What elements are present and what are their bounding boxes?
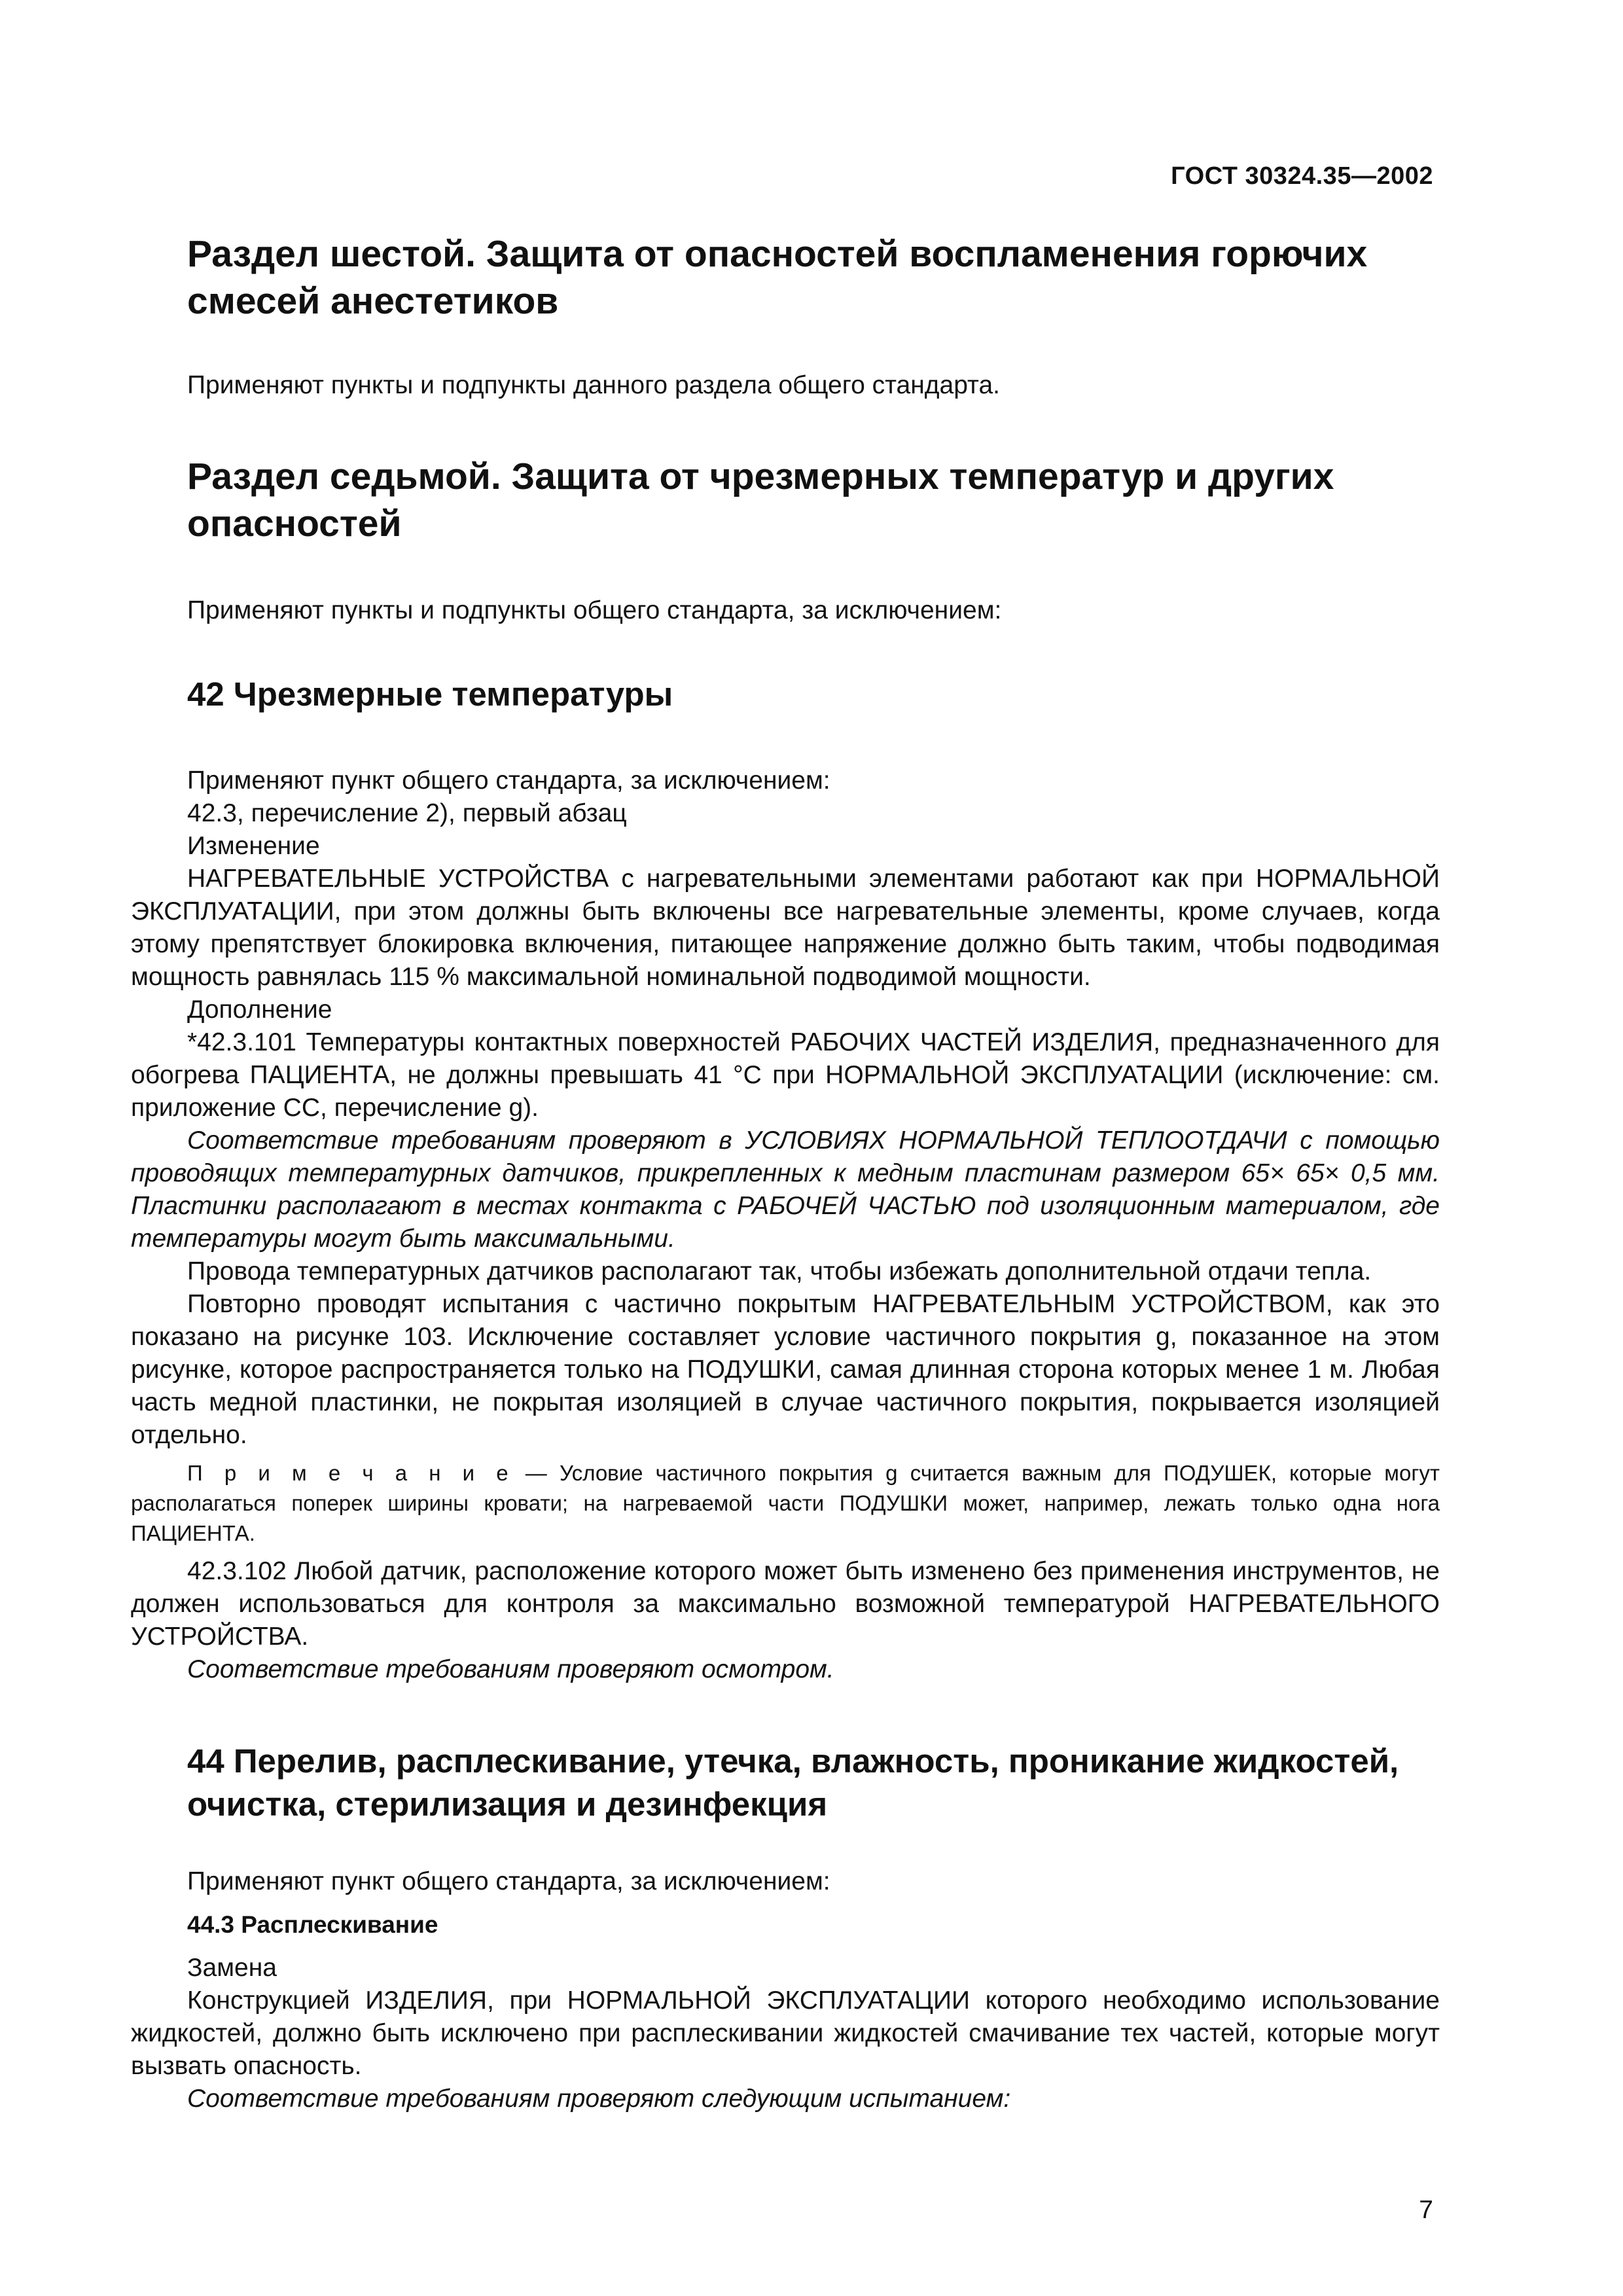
subclause-44-3-title: 44.3 Расплескивание — [187, 1911, 438, 1938]
section-7-title-line1: Раздел седьмой. Защита от чрезмерных температур и других — [187, 456, 1334, 497]
addition-label: Дополнение — [187, 996, 332, 1024]
clause-42-reference: 42.3, перечисление 2), первый абзац — [187, 799, 627, 827]
change-text: НАГРЕВАТЕЛЬНЫЕ УСТРОЙСТВА с нагревательными элементами работают как при НОРМАЛЬНОЙ ЭКСПЛУАТАЦИИ, при этом должны быть включены все нагревательные элементы, кроме случаев, когда этому препятствует блокировка включения, питающее напряжение должно быть таким, чтобы подводимая мощность равнялась 115 % максимальной номинальной подводимой мощности. — [131, 865, 1440, 991]
clause-42-3-102-check: Соответствие требованиям проверяют осмотром. — [187, 1655, 834, 1683]
clause-42-3-101-check: Соответствие требованиям проверяют в УСЛОВИЯХ НОРМАЛЬНОЙ ТЕПЛООТДАЧИ с помощью проводящих температурных датчиков, прикрепленных к медным пластинам размером 65× 65× 0,5 мм. Пластинки располагают в местах контакта с РАБОЧЕЙ ЧАСТЬЮ под изоляционным материалом, где температуры могут быть максимальными. — [131, 1126, 1440, 1253]
section-7-title-line2: опасностей — [187, 503, 402, 545]
note — [131, 1458, 1440, 1549]
clause-44-title — [187, 1740, 1440, 1826]
replace-text: Конструкцией ИЗДЕЛИЯ, при НОРМАЛЬНОЙ ЭКСПЛУАТАЦИИ которого необходимо использование жидкостей, должно быть исключено при расплескивании жидкостей смачивание тех частей, которые могут вызвать опасность. — [131, 1986, 1440, 2080]
section-7-text: Применяют пункты и подпункты общего стандарта, за исключением: — [187, 596, 1002, 624]
clause-44-title-line1: 44 Перелив, расплескивание, утечка, влажность, проникание жидкостей, — [187, 1742, 1399, 1780]
clause-42-3-101: *42.3.101 Температуры контактных поверхностей РАБОЧИХ ЧАСТЕЙ ИЗДЕЛИЯ, предназначенного для обогрева ПАЦИЕНТА, не должны превышать 41 °С при НОРМАЛЬНОЙ ЭКСПЛУАТАЦИИ (исключение: см. приложение СС, перечисление g). — [131, 1028, 1440, 1122]
section-6-title — [187, 230, 1440, 325]
note-label: П р и м е ч а н и е — [187, 1461, 513, 1485]
page-number: 7 — [1419, 2196, 1433, 2224]
clause-44-intro: Применяют пункт общего стандарта, за исключением: — [187, 1867, 830, 1895]
clause-42-title: 42 Чрезмерные температуры — [187, 675, 673, 713]
note-text: — Условие частичного покрытия g считается важным для ПОДУШЕК, которые могут располагаться поперек ширины кровати; на нагреваемой части ПОДУШКИ может, например, лежать только одна нога ПАЦИЕНТА. — [131, 1461, 1440, 1545]
section-7-title — [187, 453, 1440, 547]
section-6-text: Применяют пункты и подпункты данного раздела общего стандарта. — [187, 371, 1001, 399]
clause-44-3-check: Соответствие требованиям проверяют следующим испытанием: — [187, 2085, 1011, 2113]
clause-42-3-101-repeat: Повторно проводят испытания с частично покрытым НАГРЕВАТЕЛЬНЫМ УСТРОЙСТВОМ, как это показано на рисунке 103. Исключение составляет условие частичного покрытия g, показанное на этом рисунке, которое распространяется только на ПОДУШКИ, самая длинная сторона которых менее 1 м. Любая часть медной пластинки, не покрытая изоляцией в случае частичного покрытия, покрывается изоляцией отдельно. — [131, 1290, 1440, 1449]
section-6-title-line2: смесей анестетиков — [187, 280, 559, 322]
clause-42-3-101-wires: Провода температурных датчиков располагают так, чтобы избежать дополнительной отдачи тепла. — [187, 1257, 1372, 1285]
clause-42-intro: Применяют пункт общего стандарта, за исключением: — [187, 766, 830, 795]
change-label: Изменение — [187, 832, 320, 860]
page-content — [131, 230, 1440, 2115]
replace-label: Замена — [187, 1954, 277, 1982]
section-6-title-line1: Раздел шестой. Защита от опасностей воспламенения горючих — [187, 233, 1368, 275]
clause-42-3-102: 42.3.102 Любой датчик, расположение которого может быть изменено без применения инструментов, не должен использоваться для контроля за максимально возможной температурой НАГРЕВАТЕЛЬНОГО УСТРОЙСТВА. — [131, 1557, 1440, 1651]
clause-44-title-line2: очистка, стерилизация и дезинфекция — [187, 1785, 828, 1823]
standard-code-header: ГОСТ 30324.35—2002 — [1171, 162, 1433, 190]
